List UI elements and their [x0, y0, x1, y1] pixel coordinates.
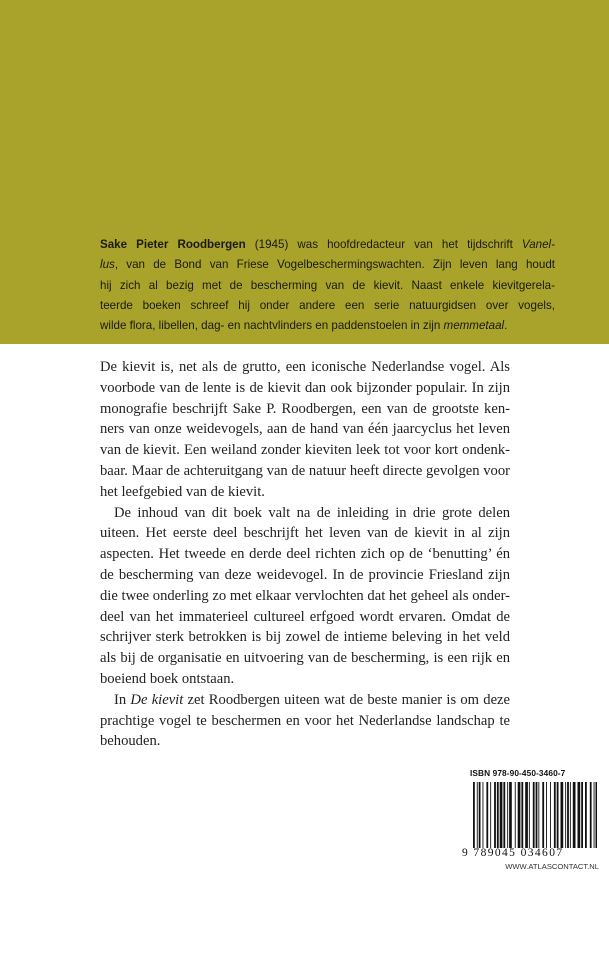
- blurb-line: het leefgebied van de kievit.: [100, 483, 265, 500]
- barcode-bar: [570, 782, 571, 848]
- barcode-bar: [479, 782, 481, 848]
- blurb-line: van de kievit. Een weiland zonder kieviten leek tot voor kort ondenk-: [100, 442, 510, 459]
- barcode-number: 9 789045 034607: [462, 847, 564, 859]
- barcode-bar: [590, 782, 592, 848]
- blurb-line: boeiend boek ontstaan.: [100, 670, 235, 687]
- blurb-line: die twee onderling zo met elkaar vervlochten dat het geheel als onder-: [100, 587, 510, 604]
- isbn-label: ISBN 978-90-450-3460-7: [470, 768, 566, 778]
- barcode-bar: [518, 782, 521, 848]
- barcode-bar: [561, 782, 564, 848]
- barcode-bar: [585, 782, 587, 848]
- barcode-bar: [477, 782, 478, 848]
- blurb-line: aspecten. Het tweede en derde deel richten zich op de ‘benutting’ én: [100, 546, 510, 563]
- barcode-bar: [533, 782, 535, 848]
- barcode-bar: [497, 782, 499, 848]
- barcode-bar: [538, 782, 539, 848]
- barcode-bar: [596, 782, 598, 848]
- blurb-line: als bij de organisatie en uitvoering van de bescherming, is een rijk en: [100, 650, 510, 667]
- barcode-bar: [567, 782, 569, 848]
- barcode: [473, 782, 597, 848]
- blurb-line: De inhoud van dit boek valt na de inleiding in drie grote delen: [114, 504, 510, 521]
- bio-line: Sake Pieter Roodbergen (1945) was hoofdredacteur van het tijdschrift Vanel-: [100, 238, 555, 251]
- blurb-line: ners van onze weidevogels, aan de hand van één jaarcyclus het leven: [100, 421, 510, 438]
- barcode-bar: [565, 782, 566, 848]
- barcode-bar: [573, 782, 576, 848]
- barcode-bar: [521, 782, 523, 848]
- blurb-line: deel van het immaterieel cultureel erfgoed wordt ervaren. Omdat de: [100, 608, 510, 625]
- barcode-bar: [554, 782, 556, 848]
- blurb-line: de bescherming van deze weidevogel. In de provincie Friesland zijn: [100, 566, 510, 583]
- barcode-bar: [490, 782, 491, 848]
- blurb-line: voorbode van de lente is de kievit dan ook bijzonder populair. In zijn: [100, 379, 510, 396]
- barcode-bar: [557, 782, 559, 848]
- author-bio: [100, 235, 555, 336]
- barcode-bar: [546, 782, 547, 848]
- blurb-paragraph: In De kievit zet Roodbergen uiteen wat de beste manier is om deze prachtige vogel te beschermen en voor het Nederlandse landschap te behouden.: [100, 691, 511, 750]
- barcode-bar: [507, 782, 508, 848]
- book-title: De kievit: [130, 691, 184, 708]
- barcode-bar: [550, 782, 551, 848]
- bio-line: wilde flora, libellen, dag- en nachtvlinders en paddenstoelen in zijn memmetaal.: [100, 319, 508, 333]
- barcode-bar: [594, 782, 595, 848]
- blurb-line: monografie beschrijft Sake P. Roodbergen, een van de grootste ken-: [100, 400, 510, 417]
- bio-line: hij zich al bezig met de bescherming van de kievit. Naast enkele kievitgerela-: [100, 278, 555, 292]
- bio-line: teerde boeken schreef hij onder andere een serie natuurgidsen over vogels,: [100, 298, 555, 312]
- book-blurb: [100, 357, 510, 752]
- barcode-bar: [483, 782, 484, 848]
- barcode-bar: [536, 782, 538, 848]
- barcode-bar: [525, 782, 528, 848]
- barcode-bar: [509, 782, 512, 848]
- blurb-line: De kievit is, net als de grutto, een iconische Nederlandse vogel. Als: [100, 359, 510, 375]
- bio-line: lus, van de Bond van Friese Vogelbeschermingswachten. Zijn leven lang houdt: [100, 258, 555, 272]
- barcode-bar: [473, 782, 475, 848]
- barcode-bar: [500, 782, 503, 848]
- barcode-bar: [515, 782, 516, 848]
- blurb-line: baar. Maar de achteruitgang van de natuur heeft directe gevolgen voor: [100, 462, 510, 479]
- barcode-bar: [494, 782, 496, 848]
- barcode-bar: [529, 782, 530, 848]
- barcode-bar: [486, 782, 488, 848]
- publisher-website: WWW.ATLASCONTACT.NL: [505, 862, 599, 871]
- blurb-paragraph: [100, 357, 510, 503]
- blurb-line: schrijver sterk betrokken is bij zowel de intieme beleving in het veld: [100, 629, 510, 646]
- barcode-bar: [542, 782, 544, 848]
- blurb-paragraph: [100, 503, 510, 690]
- blurb-line: uiteen. Het eerste deel beschrijft het leven van de kievit in al zijn: [100, 525, 510, 542]
- barcode-bar: [581, 782, 583, 848]
- barcode-bar: [503, 782, 505, 848]
- barcode-bar: [578, 782, 581, 848]
